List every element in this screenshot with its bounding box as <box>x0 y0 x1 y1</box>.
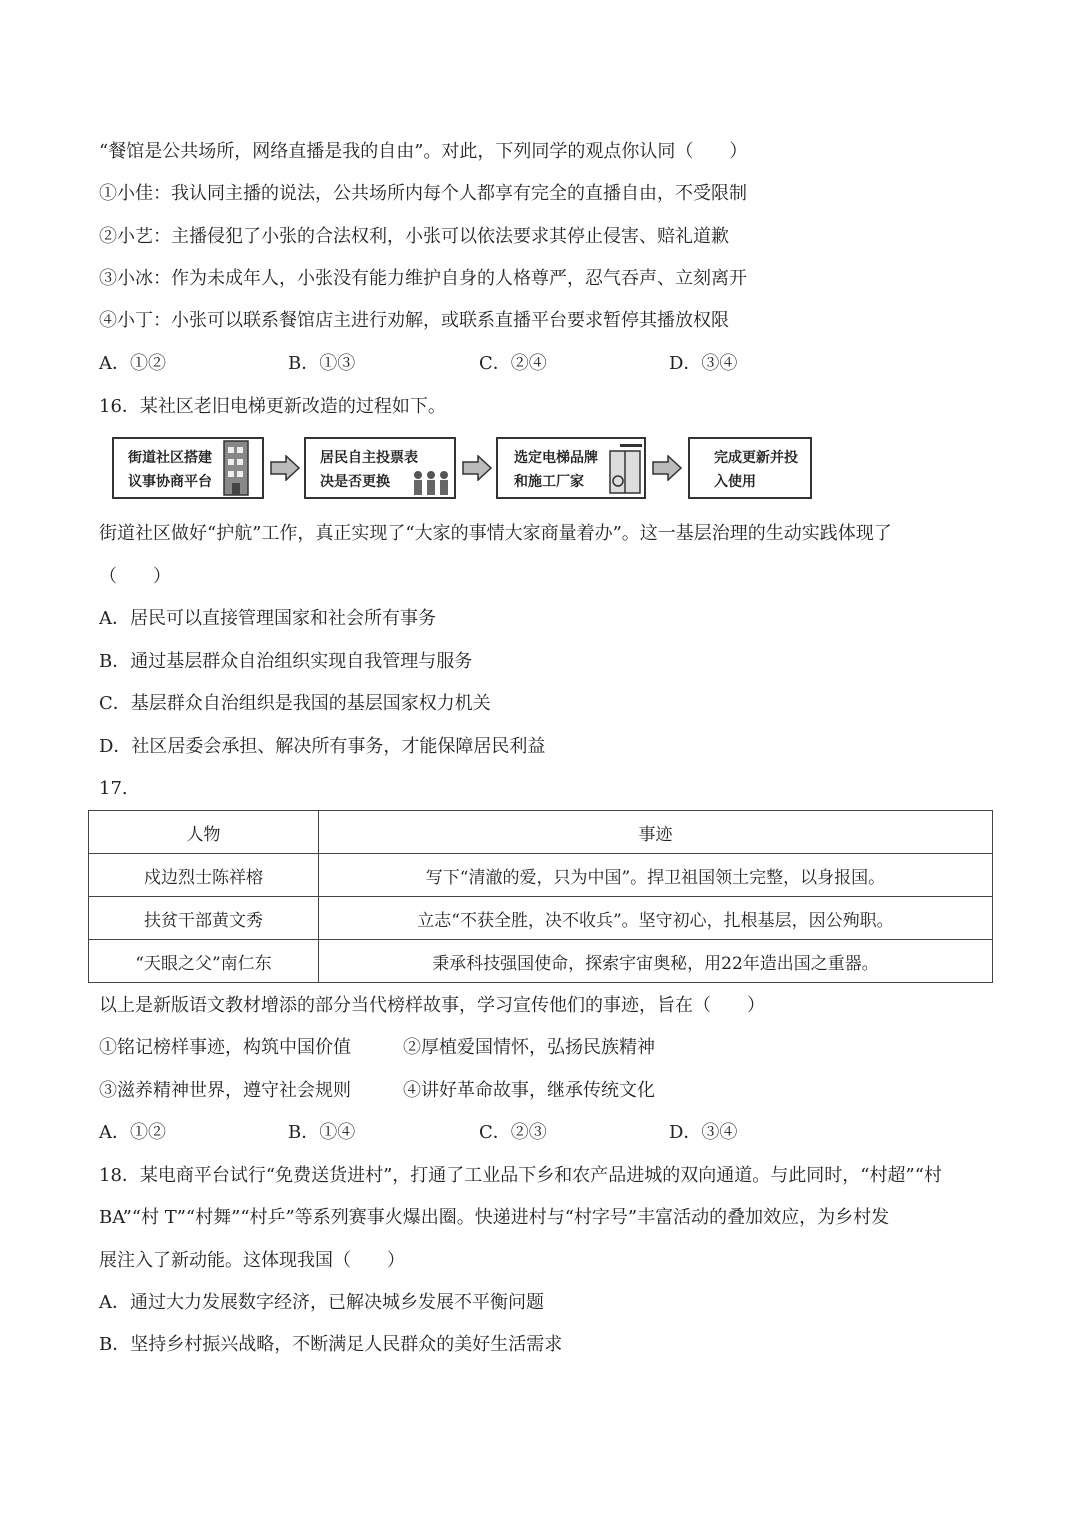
table-header-deeds: 事迹 <box>319 811 993 854</box>
q17-option-a: A．①② <box>99 1122 166 1143</box>
q16-text-line-1: 街道社区做好“护航”工作，真正实现了“大家的事情大家商量着办”。这一基层治理的生动实践体现了 <box>99 523 892 544</box>
q15-statement-3: ③小冰：作为未成年人，小张没有能力维护自身的人格尊严，忍气吞声、立刻离开 <box>99 268 747 289</box>
q15-stem: “餐馆是公共场所，网络直播是我的自由”。对此，下列同学的观点你认同（ ） <box>99 141 748 162</box>
flow-step-1 <box>112 437 264 499</box>
flow-step-2-line1: 居民自主投票表 <box>320 450 418 466</box>
voting-people-icon <box>410 469 452 497</box>
q18-option-b: B．坚持乡村振兴战略，不断满足人民群众的美好生活需求 <box>99 1334 563 1355</box>
q17-statement-4: ④讲好革命故事，继承传统文化 <box>403 1080 655 1101</box>
q18-option-a: A．通过大力发展数字经济，已解决城乡发展不平衡问题 <box>99 1292 544 1313</box>
q16-stem: 16．某社区老旧电梯更新改造的过程如下。 <box>99 396 446 417</box>
q15-option-d: D．③④ <box>669 353 738 374</box>
flow-step-4-line2: 入使用 <box>714 474 756 490</box>
table-cell-person: “天眼之父”南仁东 <box>89 940 319 983</box>
q15-statement-2: ②小艺：主播侵犯了小张的合法权利，小张可以依法要求其停止侵害、赔礼道歉 <box>99 226 729 247</box>
flow-step-1-line1: 街道社区搭建 <box>128 450 212 466</box>
q16-option-d: D．社区居委会承担、解决所有事务，才能保障居民利益 <box>99 736 546 757</box>
q17-table <box>88 810 993 983</box>
q17-number: 17. <box>99 778 128 799</box>
flow-step-2 <box>304 437 456 499</box>
q15-statement-1: ①小佳：我认同主播的说法，公共场所内每个人都享有完全的直播自由，不受限制 <box>99 183 747 204</box>
table-cell-deeds: 写下“清澈的爱，只为中国”。捍卫祖国领土完整，以身报国。 <box>319 854 993 897</box>
arrow-icon <box>462 455 492 481</box>
q18-text-line-2: BA”“村 T”“村舞”“村乒”等系列赛事火爆出圈。快递进村与“村字号”丰富活动的叠加效应，为乡村发 <box>99 1207 890 1228</box>
flow-step-4 <box>688 437 812 499</box>
table-header-person: 人物 <box>89 811 319 854</box>
q16-text-line-2: （ ） <box>99 566 171 587</box>
building-icon <box>222 437 252 499</box>
q15-option-a: A．①② <box>99 353 166 374</box>
q17-statement-2: ②厚植爱国情怀，弘扬民族精神 <box>403 1037 655 1058</box>
flow-step-2-line2: 决是否更换 <box>320 474 390 490</box>
q15-option-c: C．②④ <box>479 353 547 374</box>
q17-option-b: B．①④ <box>288 1122 356 1143</box>
q18-text-line-3: 展注入了新动能。这体现我国（ ） <box>99 1250 405 1271</box>
table-cell-deeds: 秉承科技强国使命，探索宇宙奥秘，用22年造出国之重器。 <box>319 940 993 983</box>
table-cell-deeds: 立志“不获全胜，决不收兵”。坚守初心，扎根基层，因公殉职。 <box>319 897 993 940</box>
flow-step-3 <box>496 437 646 499</box>
q17-stem: 以上是新版语文教材增添的部分当代榜样故事，学习宣传他们的事迹，旨在（ ） <box>99 995 765 1016</box>
table-row <box>89 854 993 897</box>
q17-option-d: D．③④ <box>669 1122 738 1143</box>
table-row <box>89 897 993 940</box>
q17-statement-1: ①铭记榜样事迹，构筑中国价值 <box>99 1037 351 1058</box>
elevator-icon <box>608 441 644 495</box>
arrow-icon <box>652 455 682 481</box>
q16-flowchart <box>112 435 812 503</box>
arrow-icon <box>270 455 300 481</box>
table-cell-person: 扶贫干部黄文秀 <box>89 897 319 940</box>
table-header-row <box>89 811 993 854</box>
flow-step-3-line2: 和施工厂家 <box>514 474 584 490</box>
q15-option-b: B．①③ <box>288 353 356 374</box>
q16-option-b: B．通过基层群众自治组织实现自我管理与服务 <box>99 651 473 672</box>
table-row <box>89 940 993 983</box>
flow-step-4-line1: 完成更新并投 <box>714 450 798 466</box>
q17-option-c: C．②③ <box>479 1122 547 1143</box>
q16-option-c: C．基层群众自治组织是我国的基层国家权力机关 <box>99 693 491 714</box>
flow-step-1-line2: 议事协商平台 <box>128 474 212 490</box>
q18-text-line-1: 18．某电商平台试行“免费送货进村”，打通了工业品下乡和农产品进城的双向通道。与此同时，“村超”“村 <box>99 1165 942 1186</box>
table-cell-person: 戍边烈士陈祥榕 <box>89 854 319 897</box>
q16-option-a: A．居民可以直接管理国家和社会所有事务 <box>99 608 436 629</box>
q17-statement-3: ③滋养精神世界，遵守社会规则 <box>99 1080 351 1101</box>
flow-step-3-line1: 选定电梯品牌 <box>514 450 598 466</box>
q15-statement-4: ④小丁：小张可以联系餐馆店主进行劝解，或联系直播平台要求暂停其播放权限 <box>99 310 729 331</box>
